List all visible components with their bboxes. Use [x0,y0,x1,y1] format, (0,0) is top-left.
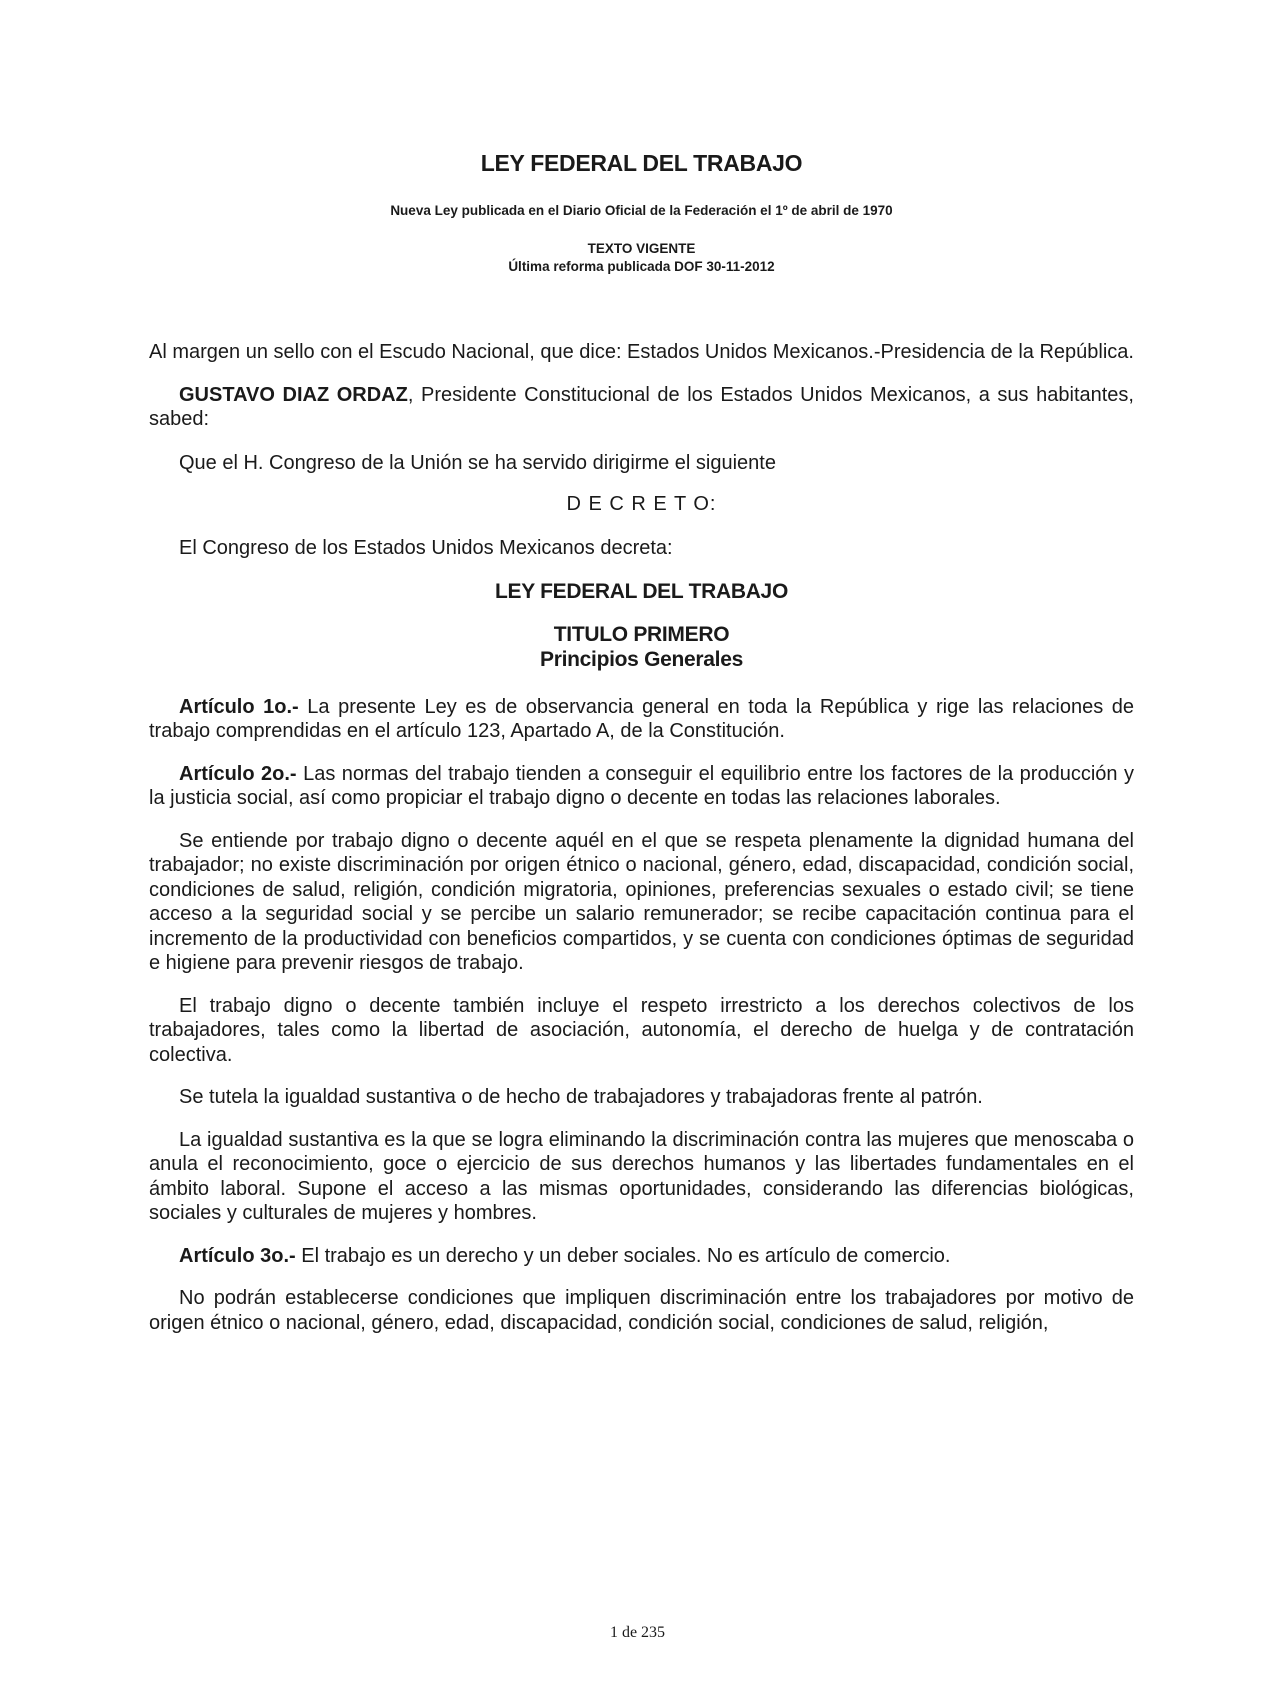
preamble-decree-paragraph: El Congreso de los Estados Unidos Mexicanos decreta: [179,537,673,559]
article-3-label: Artículo 3o.- [179,1244,296,1267]
article-3-paragraph-2: No podrán establecerse condiciones que impliquen discriminación entre los trabajadores por motivo de origen étnico o nacional, género, edad, discapacidad, condición social, condiciones de salud, religión, [149,1287,1134,1334]
article-2-paragraph-3: El trabajo digno o decente también incluye el respeto irrestricto a los derechos colectivos de los trabajadores, tales como la libertad de asociación, autonomía, el derecho de huelga y de contratación colectiva. [149,994,1134,1066]
law-title: LEY FEDERAL DEL TRABAJO [495,579,788,603]
preamble-seal-paragraph: Al margen un sello con el Escudo Nacional, que dice: Estados Unidos Mexicanos.-Presidencia de la República. [149,341,1134,363]
status-block [149,240,1134,276]
article-3 [149,1244,1134,1269]
article-2-paragraph-2: Se entiende por trabajo digno o decente aquél en el que se respeta plenamente la dignidad humana del trabajador; no existe discriminación por origen étnico o nacional, género, edad, discapacidad, condición social, condiciones de salud, religión, condición migratoria, opiniones, preferencias sexuales o estado civil; se tiene acceso a la seguridad social y se percibe un salario remunerador; se recibe capacitación continua para el incremento de la productividad con beneficios compartidos, y se cuenta con condiciones óptimas de seguridad e higiene para prevenir riesgos de trabajo. [149,829,1134,974]
president-name: GUSTAVO DIAZ ORDAZ [179,383,408,406]
preamble-congress-paragraph: Que el H. Congreso de la Unión se ha servido dirigirme el siguiente [179,451,776,474]
decreto-heading: D E C R E T O: [566,493,717,515]
article-2 [149,762,1134,811]
preamble-president-paragraph [149,383,1134,432]
publication-note: Nueva Ley publicada en el Diario Oficial de la Federación el 1º de abril de 1970 [390,203,893,218]
article-1-text: La presente Ley es de observancia general en toda la República y rige las relaciones de trabajo comprendidas en el artículo 123, Apartado A, de la Constitución. [149,695,1135,742]
status-text-vigente: TEXTO VIGENTE [587,241,696,256]
article-2-text: Las normas del trabajo tienden a conseguir el equilibrio entre los factores de la producción y la justicia social, así como propiciar el trabajo digno o decente en todas las relaciones laborales. [149,762,1134,809]
titulo-subtitle: Principios Generales [540,647,743,671]
document-title: LEY FEDERAL DEL TRABAJO [480,150,803,176]
president-text: , Presidente Constitucional de los Estados Unidos Mexicanos, a sus habitantes, sabed: [149,383,1134,430]
article-2-paragraph-5: La igualdad sustantiva es la que se logra eliminando la discriminación contra las mujeres que menoscaba o anula el reconocimiento, goce o ejercicio de sus derechos humanos y las libertades fundamentales en el ámbito laboral. Supone el acceso a las mismas oportunidades, considerando las diferencias biológicas, sociales y culturales de mujeres y hombres. [149,1128,1134,1224]
article-2-label: Artículo 2o.- [179,762,297,785]
article-1-label: Artículo 1o.- [179,695,299,718]
last-reform-note: Última reforma publicada DOF 30-11-2012 [508,259,775,274]
document-content [149,150,1134,1335]
article-2-paragraph-4: Se tutela la igualdad sustantiva o de hecho de trabajadores y trabajadoras frente al patrón. [179,1086,983,1108]
titulo-heading [149,622,1134,672]
article-3-text: El trabajo es un derecho y un deber sociales. No es artículo de comercio. [295,1244,951,1267]
page-number: 1 de 235 [609,1624,666,1641]
titulo-name: TITULO PRIMERO [553,622,730,646]
article-1 [149,695,1134,744]
